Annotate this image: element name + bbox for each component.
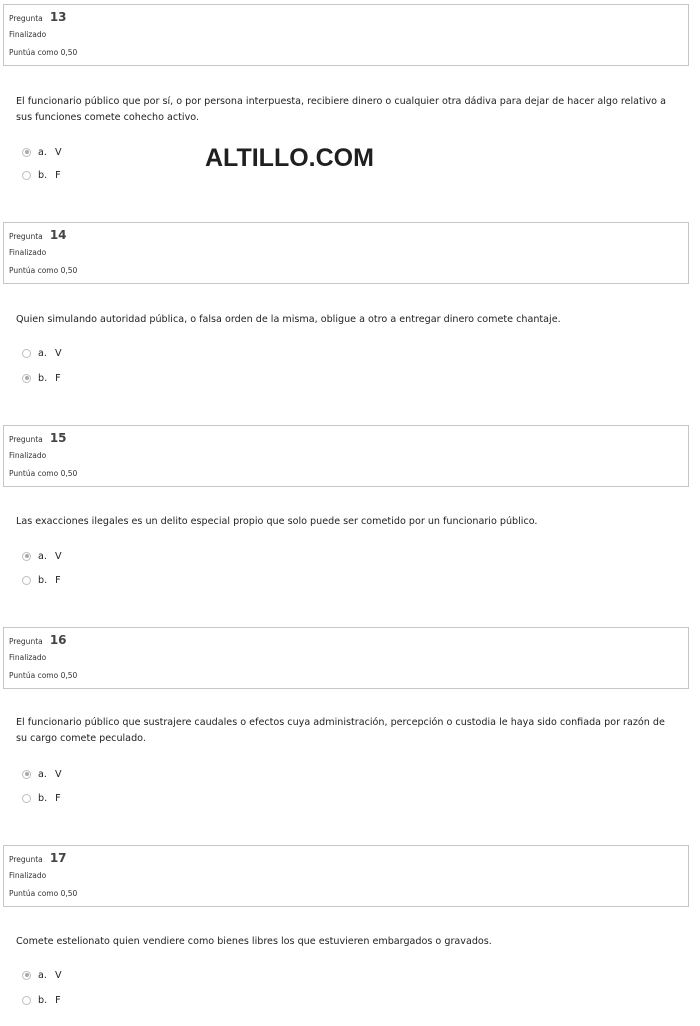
question-info-box: [3, 222, 689, 284]
question-grade: Puntúa como 0,50: [9, 671, 78, 680]
radio-button-checked[interactable]: [22, 374, 31, 383]
answer-text: F: [55, 792, 61, 804]
radio-button[interactable]: [22, 576, 31, 585]
answer-letter: a.: [38, 550, 47, 562]
answer-text: V: [54, 347, 62, 359]
question-heading: [9, 850, 67, 867]
answer-letter: a.: [38, 969, 47, 981]
question-number: 16: [49, 633, 67, 647]
question-state: Finalizado: [9, 871, 47, 880]
question-grade: Puntúa como 0,50: [9, 48, 78, 57]
radio-button-checked[interactable]: [22, 148, 31, 157]
question-info-box: [3, 4, 689, 66]
answer-text: F: [55, 994, 61, 1006]
question-heading: [9, 430, 67, 447]
radio-button-checked[interactable]: [22, 770, 31, 779]
answer-option-a[interactable]: [22, 346, 62, 360]
question-label: Pregunta: [9, 435, 43, 444]
answer-letter: b.: [38, 372, 48, 384]
answer-letter: a.: [38, 347, 47, 359]
answer-text: F: [55, 574, 61, 586]
question-text: Las exacciones ilegales es un delito especial propio que solo puede ser cometido por un funcionario público.: [16, 516, 538, 527]
question-label: Pregunta: [9, 14, 43, 23]
answer-text: V: [54, 550, 62, 562]
question-number: 14: [49, 228, 67, 242]
answer-text: V: [54, 768, 62, 780]
question-grade: Puntúa como 0,50: [9, 469, 78, 478]
question-grade: Puntúa como 0,50: [9, 266, 78, 275]
question-text: Quien simulando autoridad pública, o falsa orden de la misma, obligue a otro a entregar dinero comete chantaje.: [16, 314, 561, 325]
radio-button[interactable]: [22, 794, 31, 803]
answer-text: F: [55, 169, 61, 181]
answer-letter: b.: [38, 169, 48, 181]
answer-letter: b.: [38, 792, 48, 804]
radio-button-checked[interactable]: [22, 971, 31, 980]
radio-button[interactable]: [22, 349, 31, 358]
answer-option-b[interactable]: [22, 168, 61, 182]
question-label: Pregunta: [9, 637, 43, 646]
answer-option-b[interactable]: [22, 371, 61, 385]
question-label: Pregunta: [9, 855, 43, 864]
watermark: ALTILLO.COM: [205, 144, 374, 172]
question-heading: [9, 632, 67, 649]
answer-option-a[interactable]: [22, 549, 62, 563]
question-info-box: [3, 425, 689, 487]
question-state: Finalizado: [9, 30, 47, 39]
radio-button[interactable]: [22, 996, 31, 1005]
question-state: Finalizado: [9, 248, 47, 257]
question-number: 13: [49, 10, 67, 24]
question-info-box: [3, 845, 689, 907]
answer-letter: b.: [38, 994, 48, 1006]
answer-option-a[interactable]: [22, 968, 62, 982]
question-number: 17: [49, 851, 67, 865]
answer-letter: b.: [38, 574, 48, 586]
question-info-box: [3, 627, 689, 689]
radio-button[interactable]: [22, 171, 31, 180]
answer-option-b[interactable]: [22, 573, 61, 587]
question-text: El funcionario público que por sí, o por persona interpuesta, recibiere dinero o cualquier otra dádiva para dejar de hacer algo relativo a sus funciones comete cohecho activo.: [16, 96, 666, 123]
question-state: Finalizado: [9, 451, 47, 460]
question-label: Pregunta: [9, 232, 43, 241]
answer-text: V: [54, 146, 62, 158]
question-heading: [9, 227, 67, 244]
answer-text: F: [55, 372, 61, 384]
question-heading: [9, 9, 67, 26]
answer-option-b[interactable]: [22, 791, 61, 805]
question-state: Finalizado: [9, 653, 47, 662]
question-text: El funcionario público que sustrajere caudales o efectos cuya administración, percepción o custodia le haya sido confiada por razón de su cargo comete peculado.: [16, 717, 665, 744]
question-number: 15: [49, 431, 67, 445]
answer-option-b[interactable]: [22, 993, 61, 1007]
answer-letter: a.: [38, 768, 47, 780]
answer-text: V: [54, 969, 62, 981]
question-text: Comete estelionato quien vendiere como bienes libres los que estuvieren embargados o gravados.: [16, 936, 492, 947]
question-grade: Puntúa como 0,50: [9, 889, 78, 898]
answer-option-a[interactable]: [22, 145, 62, 159]
answer-letter: a.: [38, 146, 47, 158]
answer-option-a[interactable]: [22, 767, 62, 781]
radio-button-checked[interactable]: [22, 552, 31, 561]
